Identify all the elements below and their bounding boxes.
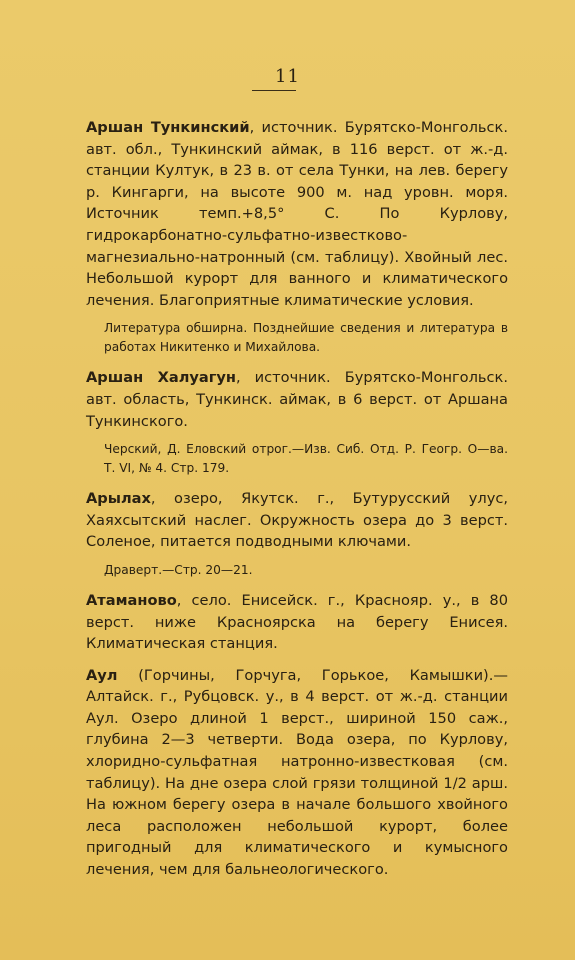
- entry-literature: Литература обширна. Позднейшие сведения и литература в работах Никитенко и Михайлова.: [104, 321, 508, 355]
- page-content: [86, 117, 508, 881]
- entry-text: , озеро, Якутск. г., Бутурусский улус, Хаяхсытский наслег. Окружность озера до 3 верст. Соленое, питается подводными ключами.: [86, 490, 508, 551]
- entry-arylakh: [86, 488, 508, 553]
- entry-text: , источник. Бурятско-Монгольск. авт. обл., Тункинский аймак, в 116 верст. от ж.-д. станции Култук, в 23 в. от села Тунки, на лев. берегу р. Кингарги, на высоте 900 м. над уровн. моря. Источник темп.+8,5° С. По Курлову, гидрокарбонатно-сульфатно-известково-магнезиально-натронный (см. таблицу). Хвойный лес. Небольшой курорт для ванного и климатического лечения. Благоприятные климатические условия.: [86, 119, 509, 309]
- entry-atamanovo: [86, 590, 508, 655]
- page-number-underline: [252, 90, 296, 91]
- entry-headword: Аршан Тункинский: [86, 119, 250, 136]
- entry-arshan-tunkinsky: [86, 117, 508, 311]
- entry-text: (Горчины, Горчуга, Горькое, Камышки).—Алтайск. г., Рубцовск. у., в 4 верст. от ж.-д. станции Аул. Озеро длиной 1 верст., шириной 150 саж., глубина 2—3 четверти. Вода озера, по Курлову, хлоридно-сульфатная натронно-известковая (см. таблицу). На дне озера слой грязи толщиной 1/2 арш. На южном берегу озера в начале большого хвойного леса расположен небольшой курорт, более пригодный для климатического и кумысного лечения, чем для бальнеологического.: [86, 666, 508, 879]
- entry-arshan-khaluagun: [86, 367, 508, 432]
- entry-headword: Аул: [86, 666, 118, 684]
- entry-literature: Драверт.—Стр. 20—21.: [104, 562, 253, 577]
- entry-headword: Атаманово: [86, 591, 177, 609]
- entry-text: , село. Енисейск. г., Краснояр. у., в 80 верст. ниже Красноярска на берегу Енисея. Климатическая станция.: [86, 591, 508, 653]
- entry-headword: Арылах: [86, 490, 151, 508]
- entry-text: , источник. Бурятско-Монгольск. авт. область, Тункинск. аймак, в 6 верст. от Аршана Тункинского.: [86, 369, 508, 430]
- entry-headword: Аршан Халуагун: [86, 369, 236, 387]
- entry-aul: [86, 665, 508, 881]
- entry-literature: Черский, Д. Еловский отрог.—Изв. Сиб. Отд. Р. Геогр. О—ва. Т. VI, № 4. Стр. 179.: [104, 442, 508, 476]
- page-number: 11: [275, 66, 300, 87]
